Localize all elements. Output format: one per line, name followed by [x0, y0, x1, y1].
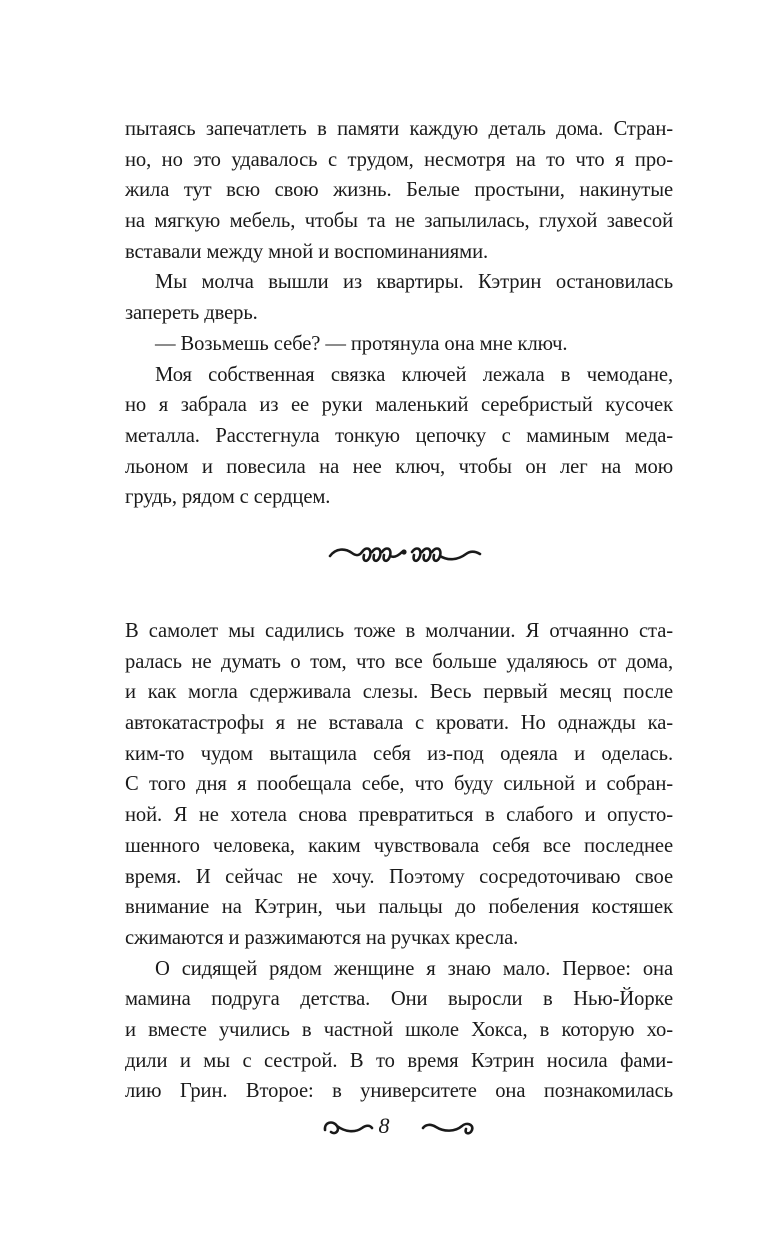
text-line: но я забрала из ее руки маленький серебристый кусочек	[125, 394, 673, 417]
text-line: сжимаются и разжимаются на ручках кресла.	[125, 926, 519, 949]
scroll-divider-ornament	[0, 534, 768, 574]
text-line: мамина подруга детства. Они выросли в Нью-Йорке	[125, 988, 673, 1011]
text-line: Моя собственная связка ключей лежала в чемодане,	[155, 363, 673, 386]
text-line: Мы молча вышли из квартиры. Кэтрин остановилась	[155, 271, 673, 294]
text-line: — Возьмешь себе? — протянула она мне ключ.	[155, 332, 568, 355]
text-line: жила тут всю свою жизнь. Белые простыни, накинутые	[125, 179, 673, 202]
text-line: лию Грин. Второе: в университете она познакомилась	[125, 1080, 673, 1103]
text-line: запереть дверь.	[125, 302, 258, 325]
text-line: и вместе учились в частной школе Хокса, в которую хо-	[125, 1018, 673, 1041]
text-line: ким-то чудом вытащила себя из-под одеяла и оделась.	[125, 742, 673, 765]
scroll-flourish-right-ornament	[423, 1124, 472, 1133]
text-line: на мягкую мебель, чтобы та не запылилась, глухой завесой	[125, 210, 673, 233]
text-block-2	[125, 616, 673, 1107]
text-line: и как могла сдерживала слезы. Весь первый месяц после	[125, 681, 673, 704]
text-line: но, но это удавалось с трудом, несмотря на то что я про-	[125, 148, 673, 171]
text-line: автокатастрофы я не вставала с кровати. Но однажды ка-	[125, 712, 673, 735]
text-line: пытаясь запечатлеть в памяти каждую деталь дома. Стран-	[125, 118, 673, 140]
text-line: ной. Я не хотела снова превратиться в слабого и опусто-	[125, 804, 673, 827]
text-line: вставали между мной и воспоминаниями.	[125, 240, 489, 263]
text-block-1	[125, 114, 673, 513]
text-line: С того дня я пообещала себе, что буду сильной и собран-	[125, 773, 673, 796]
scroll-flourish-left-ornament	[325, 1123, 372, 1134]
text-line: грудь, рядом с сердцем.	[125, 486, 331, 509]
text-line: металла. Расстегнула тонкую цепочку с маминым меда-	[125, 424, 673, 447]
text-line: дили и мы с сестрой. В то время Кэтрин носила фами-	[125, 1049, 673, 1072]
text-line: льоном и повесила на нее ключ, чтобы он лег на мою	[125, 455, 673, 478]
text-line: внимание на Кэтрин, чьи пальцы до побеления костяшек	[125, 896, 673, 919]
text-line: шенного человека, каким чувствовала себя все последнее	[125, 834, 673, 857]
text-line: время. И сейчас не хочу. Поэтому сосредоточиваю свое	[125, 865, 673, 888]
text-line: В самолет мы садились тоже в молчании. Я отчаянно ста-	[125, 620, 673, 642]
text-line: О сидящей рядом женщине я знаю мало. Первое: она	[155, 957, 673, 980]
text-line: ралась не думать о том, что все больше удаляюсь от дома,	[125, 650, 673, 673]
